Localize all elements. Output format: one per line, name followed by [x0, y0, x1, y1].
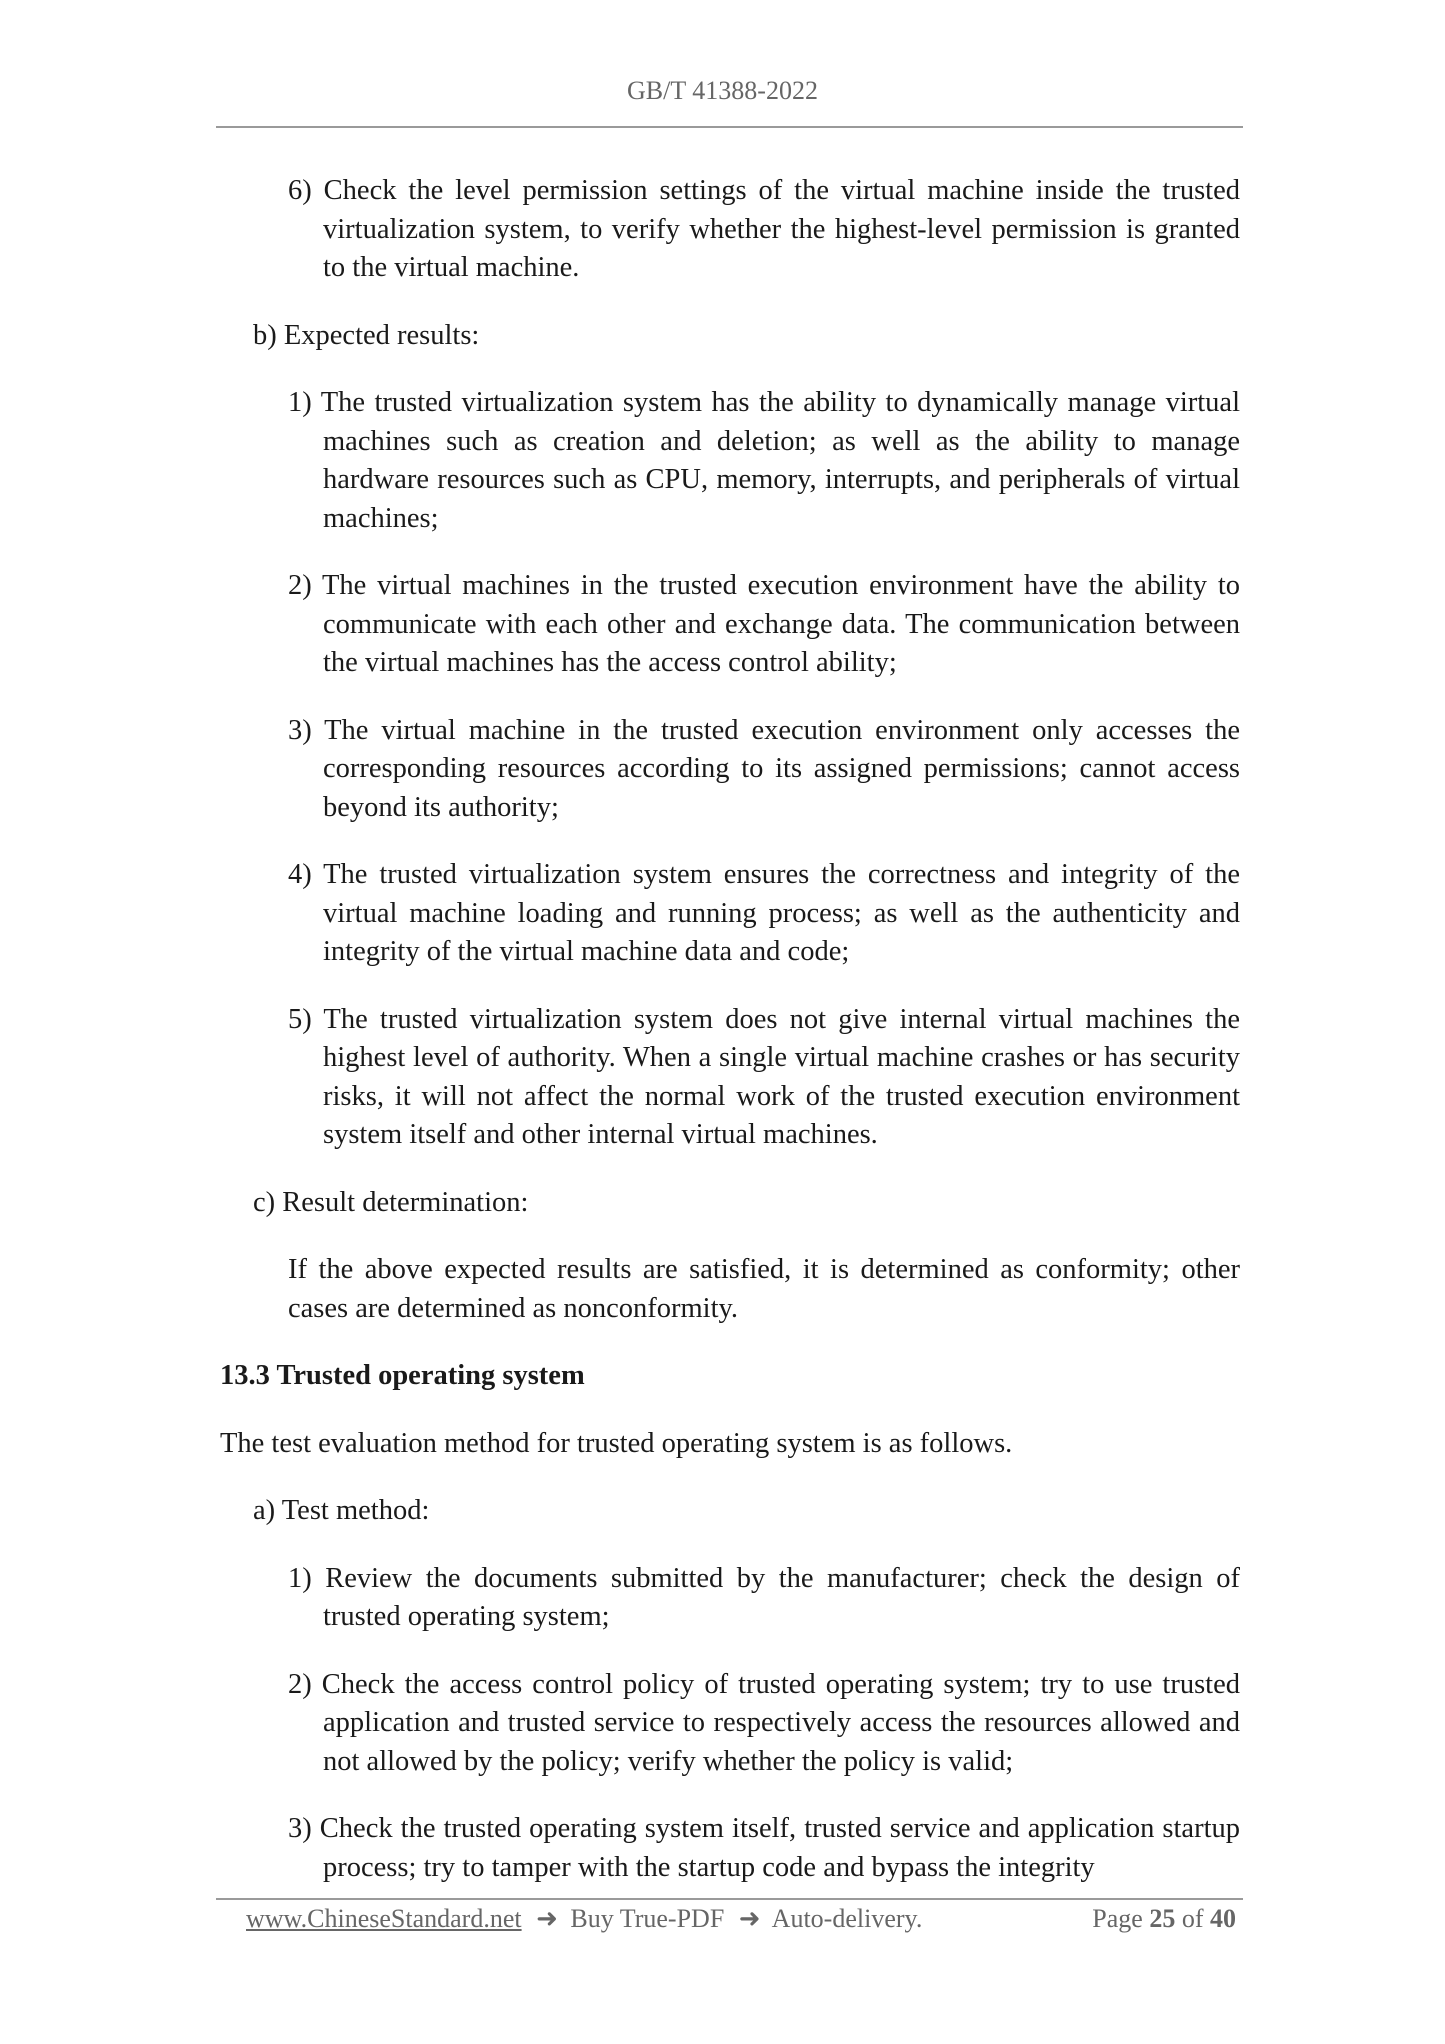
list-item-test-step-6: 6) Check the level permission settings of the virtual machine inside the trusted virtualization system, to verify whether the highest-level permission is granted to the virtual machine.: [288, 175, 1240, 283]
page-number: [1092, 1902, 1236, 1936]
section-heading: 13.3 Trusted operating system: [220, 1360, 585, 1391]
site-link[interactable]: www.ChineseStandard.net: [246, 1904, 522, 1933]
expected-results-label: b) Expected results:: [253, 319, 480, 351]
arrow-right-icon: ➜: [738, 1904, 761, 1933]
list-item-expected-3: 3) The virtual machine in the trusted execution environment only accesses the corresponding resources according to its assigned permissions; cannot access beyond its authority;: [288, 714, 1240, 823]
result-determination-text: If the above expected results are satisfied, it is determined as conformity; other cases are determined as nonconformity.: [288, 1254, 1240, 1324]
list-item-expected-2: 2) The virtual machines in the trusted execution environment have the ability to communicate with each other and exchange data. The communication between the virtual machines has the access control ability;: [288, 570, 1240, 678]
page-footer: [246, 1902, 1236, 1936]
buy-true-pdf-text: Buy True-PDF: [570, 1904, 725, 1933]
list-item-expected-5: 5) The trusted virtualization system does not give internal virtual machines the highest level of authority. When a single virtual machine crashes or has security risks, it will not affect the normal work of the trusted execution environment system itself and other internal virtual machines.: [288, 1003, 1240, 1150]
list-item-expected-4: 4) The trusted virtualization system ensures the correctness and integrity of the virtual machine loading and running process; as well as the authenticity and integrity of the virtual machine data and code;: [288, 859, 1240, 967]
page-current: 25: [1149, 1904, 1176, 1933]
arrow-right-icon: ➜: [536, 1904, 558, 1933]
document-code-header: GB/T 41388-2022: [627, 76, 818, 105]
page-body: [220, 172, 1240, 1916]
result-determination-label: c) Result determination:: [253, 1186, 529, 1218]
section-intro: The test evaluation method for trusted operating system is as follows.: [220, 1427, 1013, 1459]
test-method-label: a) Test method:: [253, 1495, 430, 1526]
page-total: 40: [1210, 1904, 1236, 1933]
auto-delivery-text: Auto-delivery.: [771, 1904, 923, 1933]
list-item-test-method-3: 3) Check the trusted operating system itself, trusted service and application startup process; try to tamper with the startup code and bypass the integrity: [288, 1813, 1240, 1883]
footer-divider: [216, 1898, 1243, 1900]
list-item-expected-1: 1) The trusted virtualization system has the ability to dynamically manage virtual machines such as creation and deletion; as well as the ability to manage hardware resources such as CPU, memory, interrupts, and peripherals of virtual machines;: [288, 387, 1240, 534]
page-of: of: [1181, 1904, 1204, 1933]
header-divider: [216, 126, 1243, 128]
list-item-test-method-1: 1) Review the documents submitted by the manufacturer; check the design of trusted operating system;: [288, 1562, 1240, 1632]
page-label: Page: [1092, 1904, 1143, 1933]
list-item-test-method-2: 2) Check the access control policy of trusted operating system; try to use trusted application and trusted service to respectively access the resources allowed and not allowed by the policy; verify whether the policy is valid;: [288, 1668, 1240, 1777]
